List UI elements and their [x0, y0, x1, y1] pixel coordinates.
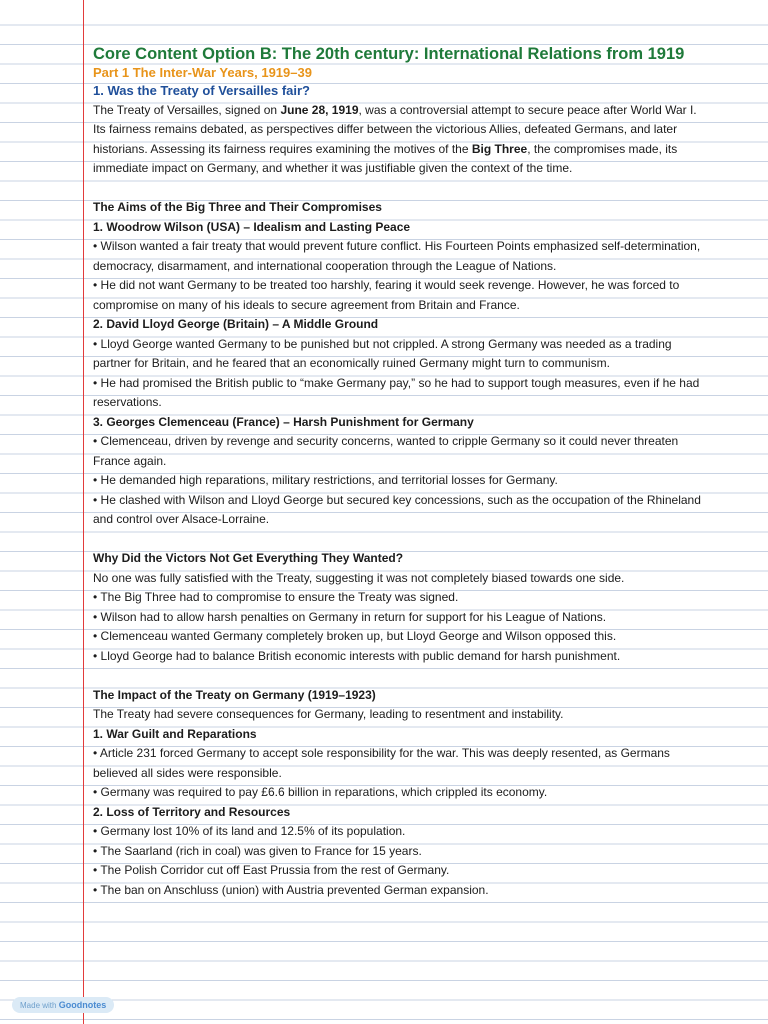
made-with-label: Made with [20, 1001, 57, 1010]
section-heading: The Aims of the Big Three and Their Compromises [93, 200, 382, 214]
body-line: • He clashed with Wilson and Lloyd George but secured key concessions, such as the occupation of the Rhineland [93, 492, 701, 507]
body-line: • He had promised the British public to “make Germany pay,” so he had to support tough measures, even if he had [93, 375, 700, 390]
body-line: believed all sides were responsible. [93, 765, 282, 780]
intro-line: immediate impact on Germany, and whether it was justifiable given the context of the time. [93, 161, 573, 175]
body-line: • The Saarland (rich in coal) was given to France for 15 years. [93, 843, 422, 858]
body-line: No one was fully satisfied with the Treaty, suggesting it was not completely biased towards one side. [93, 570, 625, 585]
subsection-heading: 3. Georges Clemenceau (France) – Harsh Punishment for Germany [93, 414, 474, 429]
body-line: • Article 231 forced Germany to accept sole responsibility for the war. This was deeply resented, as Germans [93, 746, 670, 760]
body-line: • The Big Three had to compromise to ensure the Treaty was signed. [93, 590, 459, 604]
page-title: Core Content Option B: The 20th century: International Relations from 1919 [93, 45, 685, 63]
body-line: and control over Alsace-Lorraine. [93, 512, 270, 526]
body-line: partner for Britain, and he feared that an economically ruined Germany might turn to communism. [93, 356, 610, 370]
page-content [93, 43, 743, 900]
section-heading: Why Did the Victors Not Get Everything They Wanted? [93, 551, 404, 565]
body-line: • Clemenceau, driven by revenge and security concerns, wanted to cripple Germany so it could never threaten [93, 434, 679, 448]
body-line: democracy, disarmament, and international cooperation through the League of Nations. [93, 258, 557, 273]
body-line: compromise on many of his ideals to secure agreement from Britain and France. [93, 297, 520, 312]
body-line: The Treaty had severe consequences for Germany, leading to resentment and instability. [93, 707, 564, 721]
body-line: • He demanded high reparations, military restrictions, and territorial losses for Germany. [93, 473, 558, 487]
body-line: • Wilson wanted a fair treaty that would prevent future conflict. His Fourteen Points emphasized self-determination, [93, 239, 701, 253]
intro-line: Its fairness remains debated, as perspectives differ between the victorious Allies, defeated Germans, and later [93, 122, 678, 136]
intro-line: The Treaty of Versailles, signed on June 28, 1919, was a controversial attempt to secure peace after World War I. [93, 102, 697, 117]
body-line: • Lloyd George had to balance British economic interests with public demand for harsh punishment. [93, 648, 621, 663]
subsection-heading: 1. Woodrow Wilson (USA) – Idealism and Lasting Peace [93, 219, 411, 234]
body-line: • Germany lost 10% of its land and 12.5% of its population. [93, 824, 406, 838]
body-line: reservations. [93, 395, 162, 409]
goodnotes-brand: Goodnotes [58, 1000, 107, 1010]
intro-line: historians. Assessing its fairness requires examining the motives of the Big Three, the compromises made, its [93, 141, 678, 156]
body-line: France again. [93, 453, 167, 468]
body-line: • Wilson had to allow harsh penalties on Germany in return for support for his League of Nations. [93, 609, 607, 624]
subsection-heading: 2. David Lloyd George (Britain) – A Middle Ground [93, 317, 379, 331]
margin-line [83, 0, 84, 1024]
body-line: • He did not want Germany to be treated too harshly, fearing it would seek revenge. However, he was forced to [93, 278, 680, 292]
subsection-heading: 2. Loss of Territory and Resources [93, 804, 291, 819]
part-heading: Part 1 The Inter-War Years, 1919–39 [93, 65, 312, 80]
body-line: • Clemenceau wanted Germany completely broken up, but Lloyd George and Wilson opposed this. [93, 629, 617, 643]
subsection-heading: 1. War Guilt and Reparations [93, 726, 257, 741]
body-line: • Lloyd George wanted Germany to be punished but not crippled. A strong Germany was needed as a trading [93, 336, 672, 351]
section-heading: The Impact of the Treaty on Germany (1919–1923) [93, 687, 376, 702]
question-heading: 1. Was the Treaty of Versailles fair? [93, 83, 311, 98]
made-with-goodnotes-badge[interactable] [12, 997, 114, 1013]
body-line: • The Polish Corridor cut off East Prussia from the rest of Germany. [93, 863, 450, 877]
body-line: • Germany was required to pay £6.6 billion in reparations, which crippled its economy. [93, 785, 548, 799]
body-line: • The ban on Anschluss (union) with Austria prevented German expansion. [93, 882, 489, 897]
